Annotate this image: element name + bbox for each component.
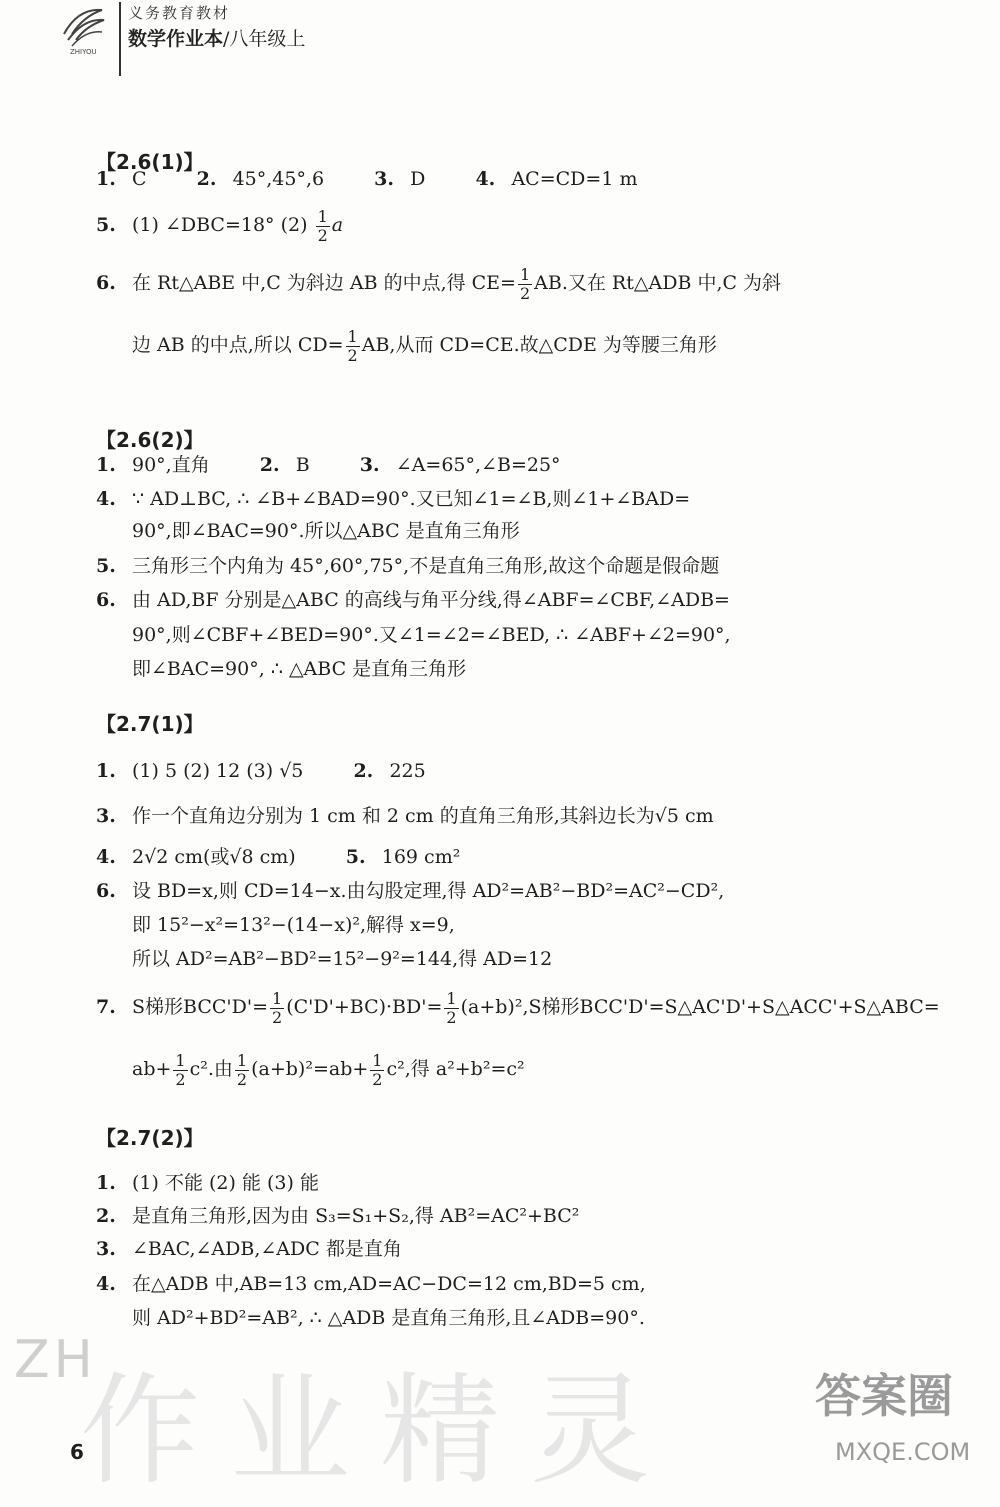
answer: 作一个直角边分别为 1 cm 和 2 cm 的直角三角形,其斜边长为√5 cm [132,805,714,827]
frac-bottom: 2 [236,1069,248,1089]
frac-top: 1 [372,1051,383,1070]
answer: ab+ [132,1058,172,1081]
answer: (1) ∠DBC=18° (2) [132,214,314,237]
answer: (a+b)²,S梯形BCC'D'=S△AC'D'+S△ACC'+S△ABC= [460,996,940,1019]
answer: B [295,454,310,476]
answer: D [410,168,426,190]
answer: a [331,214,344,237]
zh-mark: ZH [14,1330,97,1390]
q-num: 3. [374,168,395,190]
page-header [0,0,1000,80]
q-num: 1. [96,760,116,782]
fraction [270,990,284,1026]
fraction [518,266,532,302]
answer-line [96,842,460,869]
page-number: 6 [70,1440,84,1464]
answer: (1) 5 (2) 12 (3) √5 [132,760,304,782]
answer: c²,得 a²+b²=c² [386,1058,525,1081]
frac-bottom: 2 [446,1007,457,1027]
answer: ∠BAC,∠ADB,∠ADC 都是直角 [132,1238,402,1260]
answer: 是直角三角形,因为由 S₃=S₁+S₂,得 AB²=AC²+BC² [132,1205,580,1227]
header-divider [119,2,121,76]
frac-top: 1 [272,989,283,1008]
q-num: 1. [96,454,116,476]
section-title-2-6-1: 【2.6(1)】 [96,150,204,174]
answer-line: 即 15²−x²=13²−(14−x)²,解得 x=9, [132,914,455,936]
frac-bottom: 2 [347,345,358,365]
q-num: 2. [96,1205,116,1227]
frac-top: 1 [347,327,358,346]
answer-line [96,266,781,302]
answer-line: 所以 AD²=AB²−BD²=15²−9²=144,得 AD=12 [132,948,553,970]
frac-bottom: 2 [317,225,328,245]
q-num: 4. [96,1273,116,1295]
answer: c².由 [189,1058,233,1081]
answer-line [96,1168,319,1195]
watermark-right: 答案圈 [815,1369,953,1423]
q-num: 2. [196,168,217,190]
answer: 设 BD=x,则 CD=14−x.由勾股定理,得 AD²=AB²−BD²=AC²−CD², [132,880,725,902]
answer: 边 AB 的中点,所以 CD= [132,334,344,357]
answer: (C'D'+BC)·BD'= [286,996,443,1019]
q-num: 6. [96,880,116,902]
series-label: 义务教育教材 [128,4,231,22]
frac-bottom: 2 [372,1069,383,1089]
q-num: 4. [96,846,116,868]
answer: ∵ AD⊥BC, ∴ ∠B+∠BAD=90°.又已知∠1=∠B,则∠1+∠BAD= [132,488,691,510]
publisher-logo-icon [58,4,108,56]
section-title-2-7-1: 【2.7(1)】 [96,712,204,736]
q-num: 4. [96,488,116,510]
answer-line [132,328,717,364]
q-num: 1. [96,1172,116,1194]
answer-line [96,760,426,782]
q-num: 6. [96,589,116,611]
q-num: 4. [475,168,496,190]
q-num: 3. [359,454,380,476]
frac-top: 1 [236,1051,248,1070]
book-title-text: 数学作业本 [128,28,224,50]
frac-top: 1 [317,207,328,226]
answer: ∠A=65°,∠B=25° [395,454,561,476]
watermark-left: 作业精灵 [80,1362,680,1501]
answer: 在△ADB 中,AB=13 cm,AD=AC−DC=12 cm,BD=5 cm, [132,1273,646,1295]
fraction [235,1052,249,1088]
answer: S梯形BCC'D'= [132,996,269,1019]
frac-bottom: 2 [272,1007,283,1027]
q-num: 5. [345,846,366,868]
answer: 在 Rt△ABE 中,C 为斜边 AB 的中点,得 CE= [132,272,516,295]
answer-line [96,1269,646,1296]
frac-top: 1 [519,265,531,284]
fraction [370,1052,384,1088]
grade-label: /八年级上 [223,28,306,50]
q-num: 2. [353,760,374,782]
answer: C [132,168,147,190]
answer-line [96,801,714,828]
section-title-2-7-2: 【2.7(2)】 [96,1126,204,1150]
answer: AB.又在 Rt△ADB 中,C 为斜 [534,272,782,295]
answer: 2√2 cm(或√8 cm) [132,846,296,868]
answer-line: 90°,即∠BAC=90°.所以△ABC 是直角三角形 [132,520,520,542]
fraction [346,328,360,364]
frac-bottom: 2 [519,283,531,303]
answer-line: 90°,则∠CBF+∠BED=90°.又∠1=∠2=∠BED, ∴ ∠ABF+∠2=90°, [132,624,731,646]
answer: 169 cm² [381,846,461,868]
q-num: 5. [96,555,116,577]
answer: 三角形三个内角为 45°,60°,75°,不是直角三角形,故这个命题是假命题 [132,555,720,577]
answer-line: 则 AD²+BD²=AB², ∴ △ADB 是直角三角形,且∠ADB=90°. [132,1307,645,1329]
answer: 由 AD,BF 分别是△ABC 的高线与角平分线,得∠ABF=∠CBF,∠ADB= [132,589,730,611]
answer: 45°,45°,6 [232,168,325,190]
frac-top: 1 [175,1051,186,1070]
answer: (1) 不能 (2) 能 (3) 能 [132,1172,319,1194]
answer-line [96,585,730,612]
section-title-2-6-2: 【2.6(2)】 [96,428,204,452]
frac-top: 1 [446,989,457,1008]
frac-bottom: 2 [175,1069,186,1089]
answer-line [96,990,940,1026]
q-num: 3. [96,1238,116,1260]
answer: (a+b)²=ab+ [251,1058,369,1081]
answer-line [96,168,637,190]
answer-line: 即∠BAC=90°, ∴ △ABC 是直角三角形 [132,658,467,680]
answer: AC=CD=1 m [511,168,638,190]
q-num: 7. [96,996,116,1019]
watermark-url: MXQE.COM [835,1438,971,1466]
q-num: 6. [96,272,116,295]
answer-line [96,1234,402,1261]
q-num: 5. [96,214,116,237]
logo-text: ZHIYOU [70,48,97,56]
answer-line [96,450,561,477]
answer: 90°,直角 [132,454,210,476]
fraction [173,1052,187,1088]
answer: 225 [389,760,426,782]
fraction [444,990,458,1026]
answer: AB,从而 CD=CE.故△CDE 为等腰三角形 [361,334,717,357]
fraction [316,208,330,244]
answer-line [96,551,719,578]
answer-line [96,484,690,511]
answer-line [132,1052,525,1088]
answer-line [96,876,724,903]
q-num: 1. [96,168,116,190]
q-num: 2. [259,454,280,476]
answer-line [96,208,343,244]
answer-line [96,1201,579,1228]
book-title [128,24,305,51]
q-num: 3. [96,805,116,827]
